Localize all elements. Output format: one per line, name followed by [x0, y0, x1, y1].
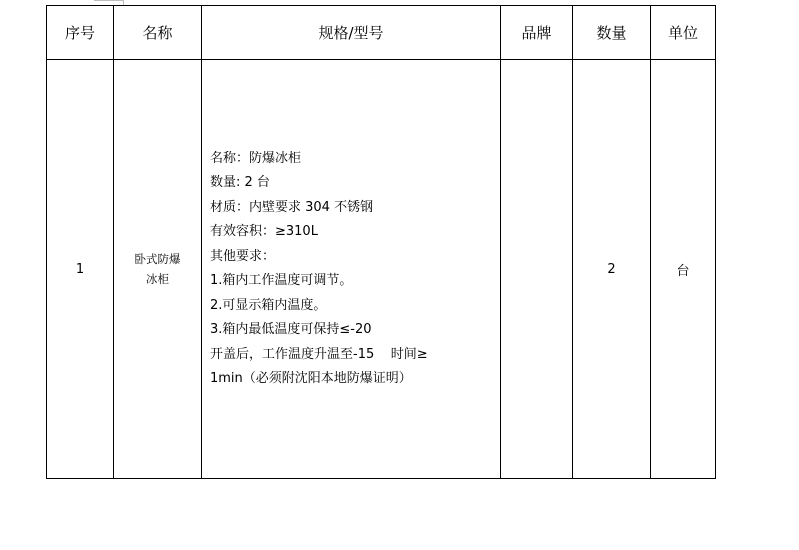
cell-name-line: 卧式防爆	[134, 252, 181, 266]
cell-name-line: 冰柜	[146, 272, 169, 286]
header-brand: 品牌	[501, 6, 573, 60]
cell-spec	[202, 60, 501, 479]
spec-line: 3.箱内最低温度可保持≤-20	[210, 322, 372, 337]
spec-line: 开盖后，工作温度升温至-15 时间≥	[210, 346, 428, 362]
table-row	[47, 60, 716, 479]
spec-line: 数量: 2 台	[210, 175, 270, 190]
spec-line: 1.箱内工作温度可调节。	[210, 273, 353, 288]
spec-line: 名称：防爆冰柜	[210, 150, 302, 166]
spec-table	[46, 5, 716, 479]
spec-line: 其他要求：	[210, 248, 276, 264]
spec-line: 2.可显示箱内温度。	[210, 297, 327, 313]
cell-brand	[501, 60, 573, 479]
header-quantity: 数量	[573, 6, 651, 60]
spec-line: 有效容积：≥310L	[210, 224, 318, 239]
spec-line: 1min（必须附沈阳本地防爆证明）	[210, 371, 412, 386]
header-unit: 单位	[651, 6, 716, 60]
header-spec: 规格/型号	[202, 6, 501, 60]
header-name: 名称	[114, 6, 202, 60]
cell-quantity: 2	[573, 60, 651, 479]
cell-unit: 台	[651, 60, 716, 479]
table-header-row	[47, 6, 716, 60]
cell-index: 1	[47, 60, 114, 479]
spec-line: 材质：内壁要求 304 不锈钢	[210, 199, 374, 215]
cell-name	[114, 60, 202, 479]
header-index: 序号	[47, 6, 114, 60]
